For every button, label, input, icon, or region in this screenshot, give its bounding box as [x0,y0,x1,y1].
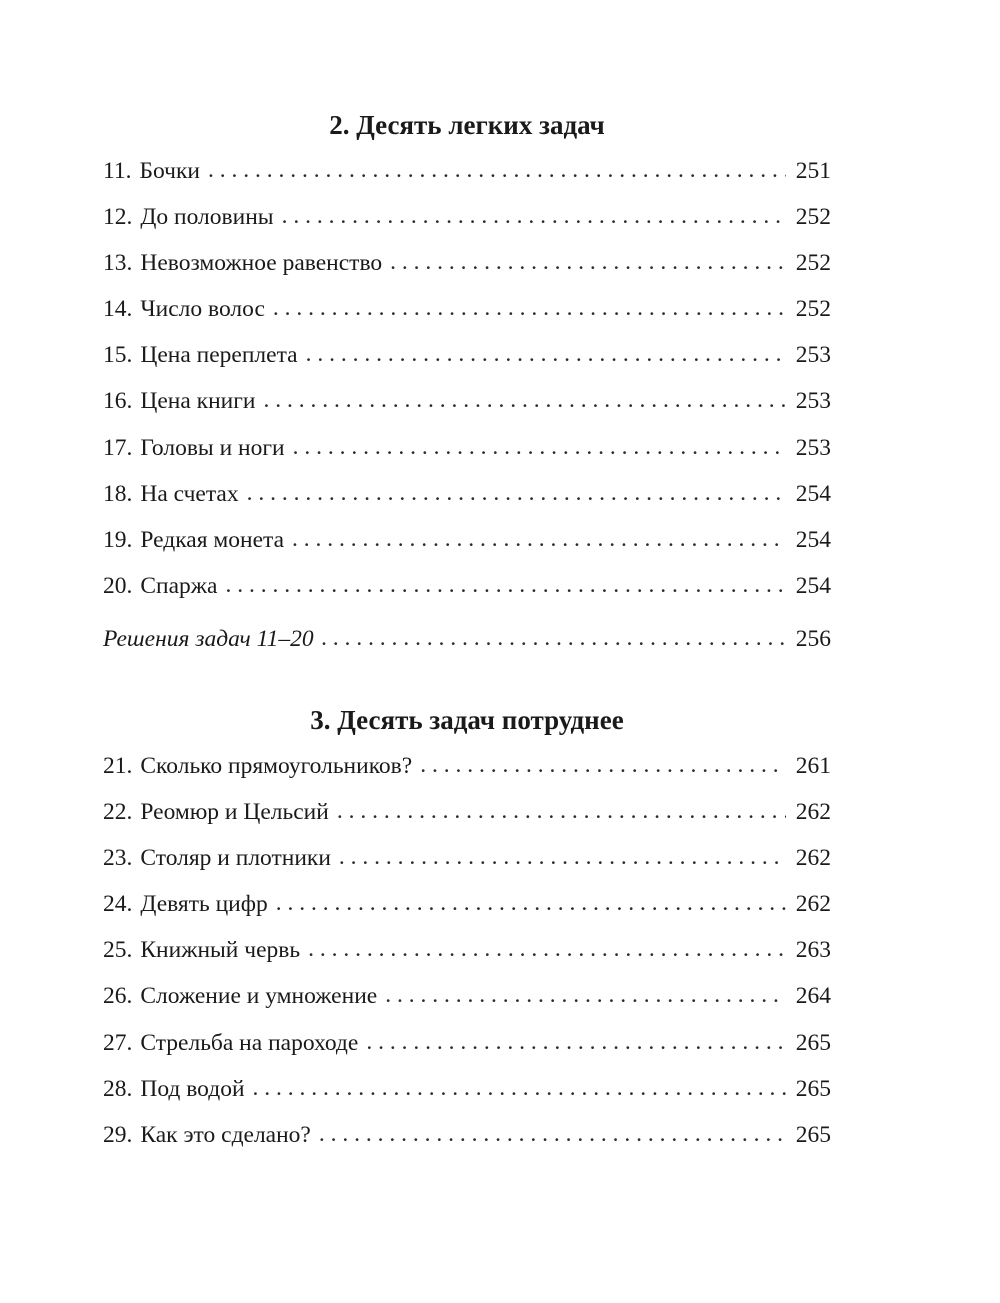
entry-page: 264 [795,983,831,1010]
entry-title: Девять цифр [140,891,268,918]
toc-entry [103,1112,831,1158]
dot-leader [420,742,786,788]
toc-entry [103,789,831,835]
toc-entry [103,563,831,609]
toc-solutions-entry [103,615,831,663]
entry-page: 253 [795,434,831,461]
toc-entry [103,973,831,1019]
toc-entry [103,286,831,332]
dot-leader [319,1111,786,1157]
dot-leader [337,788,786,834]
entry-number: 22. [103,799,133,826]
entry-page: 253 [795,342,831,369]
solutions-title: Решения задач 11–20 [103,625,314,652]
entry-page: 253 [795,388,831,415]
entry-page: 262 [795,891,831,918]
toc-entry [103,332,831,378]
dot-leader [276,880,786,926]
entry-number: 24. [103,891,133,918]
entry-page: 252 [795,204,831,231]
entry-title: Столяр и плотники [140,845,331,872]
toc-list [103,743,831,1158]
dot-leader [282,193,786,239]
entry-title: Как это сделано? [140,1121,311,1148]
entry-title: Спаржа [140,572,218,599]
entry-number: 17. [103,434,133,461]
section-heading: 2. Десять легких задач [329,110,605,140]
entry-title: Стрельба на пароходе [140,1029,359,1056]
entry-number: 26. [103,983,133,1010]
entry-page: 263 [795,937,831,964]
entry-title: Сложение и умножение [140,983,378,1010]
dot-leader [339,834,786,880]
toc-entry [103,1020,831,1066]
dot-leader [273,285,786,331]
entry-number: 11. [103,158,132,184]
dot-leader [308,926,786,972]
entry-page: 254 [795,572,831,599]
toc-entry [103,743,831,789]
toc-list [103,148,831,663]
entry-page: 252 [795,296,831,323]
dot-leader [293,424,786,470]
entry-number: 23. [103,845,133,872]
entry-number: 25. [103,937,133,964]
toc-entry [103,425,831,471]
entry-number: 14. [103,296,133,323]
entry-number: 18. [103,480,133,507]
section-heading: 3. Десять задач потруднее [310,705,624,735]
entry-title: Под водой [140,1075,245,1102]
toc-entry [103,835,831,881]
dot-leader [385,972,786,1018]
toc-entry [103,240,831,286]
dot-leader [366,1019,785,1065]
solutions-page: 256 [795,625,831,652]
entry-number: 12. [103,204,133,231]
toc-entry [103,881,831,927]
entry-number: 20. [103,572,133,599]
entry-page: 265 [795,1029,831,1056]
toc-entry [103,1066,831,1112]
entry-number: 27. [103,1029,133,1056]
entry-page: 254 [795,480,831,507]
entry-title: Реомюр и Цельсий [140,799,329,826]
entry-title: На счетах [140,480,239,507]
entry-number: 28. [103,1075,133,1102]
dot-leader [253,1065,786,1111]
toc-entry [103,927,831,973]
entry-page: 265 [795,1121,831,1148]
entry-title: Число волос [140,296,265,323]
entry-title: Редкая монета [140,526,285,553]
entry-page: 265 [795,1075,831,1102]
toc-section [103,102,831,663]
entry-title: Сколько прямоугольников? [140,753,413,779]
toc-entry [103,378,831,424]
entry-page: 262 [795,845,831,872]
dot-leader [390,239,786,285]
entry-page: 252 [795,250,831,277]
entry-page: 262 [795,799,831,826]
entry-title: До половины [140,204,274,231]
entry-title: Книжный червь [140,937,301,964]
dot-leader [306,331,786,377]
toc-section [103,697,831,1158]
entry-number: 15. [103,342,133,369]
entry-number: 29. [103,1121,133,1148]
toc-entry [103,471,831,517]
dot-leader [247,470,786,516]
entry-page: 261 [795,753,831,779]
entry-title: Бочки [139,158,200,184]
toc-entry [103,148,831,194]
entry-number: 19. [103,526,133,553]
dot-leader [292,516,786,562]
entry-title: Головы и ноги [140,434,285,461]
entry-number: 13. [103,250,133,277]
entry-number: 16. [103,388,133,415]
entry-page: 251 [795,158,831,184]
entry-title: Цена книги [140,388,256,415]
entry-number: 21. [103,753,133,779]
dot-leader [322,614,786,662]
toc-entry [103,194,831,240]
dot-leader [225,562,785,608]
toc-entry [103,517,831,563]
entry-title: Невозможное равенство [140,250,383,277]
entry-title: Цена переплета [140,342,298,369]
entry-page: 254 [795,526,831,553]
dot-leader [263,377,785,423]
dot-leader [208,147,786,193]
